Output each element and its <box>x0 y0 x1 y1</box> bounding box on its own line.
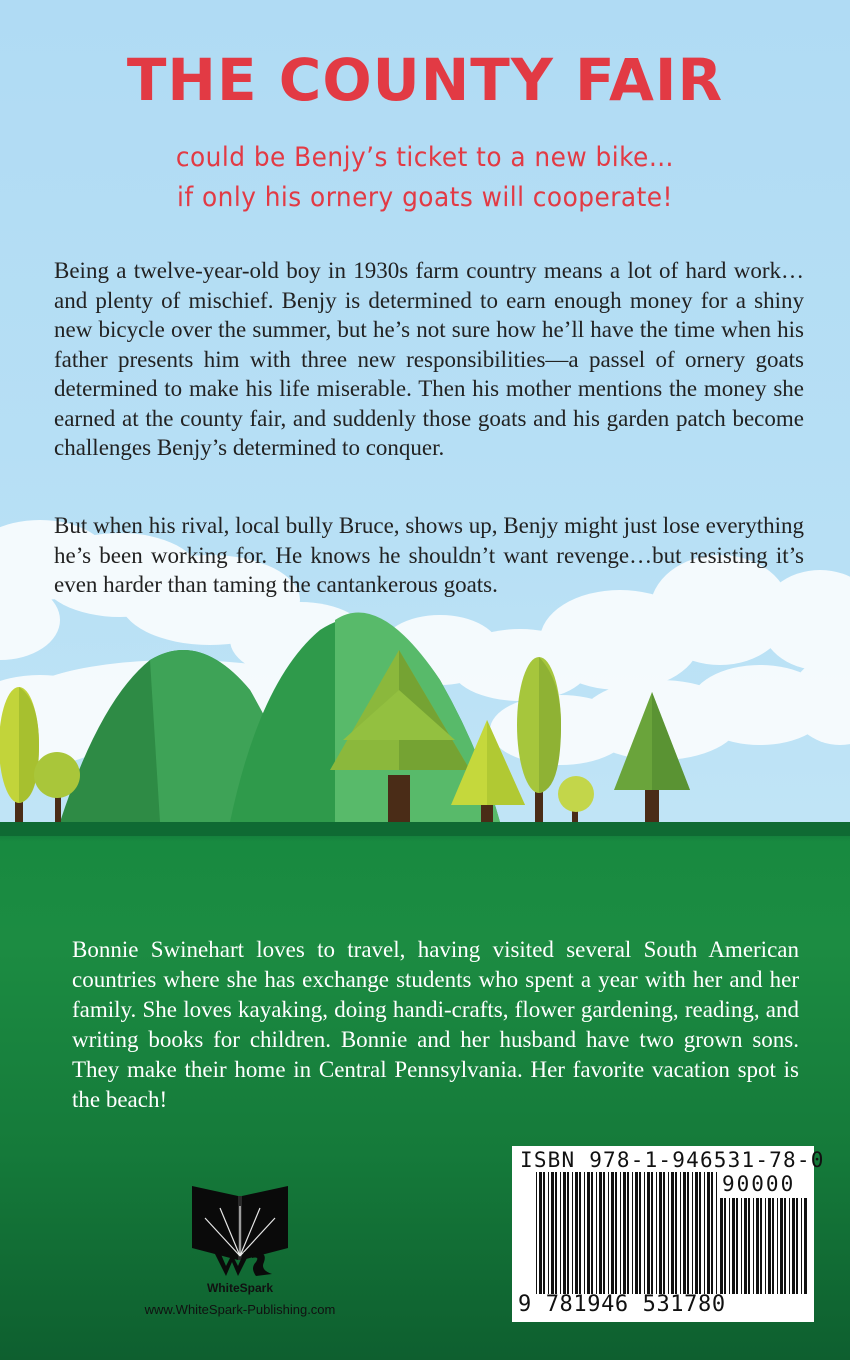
barcode-bar <box>563 1172 566 1294</box>
barcode-bar <box>796 1198 798 1294</box>
publisher-url: www.WhiteSpark-Publishing.com <box>144 1302 336 1317</box>
barcode-bar <box>760 1198 762 1294</box>
barcode-bar <box>647 1172 650 1294</box>
barcode-bar <box>623 1172 626 1294</box>
barcode-bar <box>671 1172 674 1294</box>
barcode-bar <box>801 1198 802 1294</box>
whitespark-logo-icon <box>180 1178 300 1278</box>
horizon-band <box>0 822 850 836</box>
barcode-bar <box>611 1172 614 1294</box>
tagline-line-1: could be Benjy’s ticket to a new bike… <box>175 142 675 173</box>
barcode-bar <box>548 1172 549 1294</box>
author-bio: Bonnie Swinehart loves to travel, having visited several South American countries where she has exchange students who spent a year with her and her family. She loves kayaking, doing handi-crafts, flower gardening, reading, and writing books for children. Bonnie and her husband have two grown sons. They make their home in Central Pennsylvania. Her favorite vacation spot is the beach! <box>72 937 799 1112</box>
barcode-bar <box>753 1198 754 1294</box>
barcode-bar <box>707 1172 710 1294</box>
isbn-barcode <box>512 1146 825 1322</box>
barcode-bar <box>729 1198 730 1294</box>
barcode-bar <box>567 1172 569 1294</box>
barcode-bar <box>656 1172 657 1294</box>
barcode-bar <box>584 1172 585 1294</box>
barcode-bar <box>644 1172 645 1294</box>
barcode-bar <box>756 1198 759 1294</box>
barcode-bar <box>772 1198 774 1294</box>
barcode-bar <box>695 1172 698 1294</box>
book-title: THE COUNTY FAIR <box>126 46 724 114</box>
blurb-paragraph-1: Being a twelve-year-old boy in 1930s farm country means a lot of hard work…and plenty of mischief. Benjy is determined to earn enough money for a shiny new bicycle over the summer, but he’s not sure how he’ll have the time when his father presents him with three new responsibilities—a passel of ornery goats determined to make his life miserable. Then his mother mentions the money she earned at the county fair, and suddenly those goats and his garden patch become challenges Benjy’s determined to conquer. <box>54 258 804 460</box>
barcode-bar <box>536 1172 537 1294</box>
barcode-bar <box>748 1198 750 1294</box>
isbn-label: ISBN 978-1-946531-78-0 <box>520 1148 825 1172</box>
barcode-bars <box>536 1172 718 1294</box>
barcode-bar <box>587 1172 590 1294</box>
barcode-bar <box>780 1198 783 1294</box>
barcode-bar <box>572 1172 573 1294</box>
barcode-bar <box>555 1172 557 1294</box>
barcode-bar <box>724 1198 726 1294</box>
barcode-bar <box>711 1172 713 1294</box>
barcode-bar <box>784 1198 786 1294</box>
barcode-bar <box>768 1198 771 1294</box>
tagline-line-2: if only his ornery goats will cooperate! <box>177 182 673 213</box>
barcode-bar <box>663 1172 665 1294</box>
addon-barcode-bars <box>720 1198 808 1294</box>
barcode-bar <box>575 1172 578 1294</box>
barcode-bar <box>543 1172 545 1294</box>
barcode-bar <box>591 1172 593 1294</box>
barcode-bar <box>789 1198 790 1294</box>
barcode-bar <box>720 1198 723 1294</box>
barcode-bar <box>777 1198 778 1294</box>
barcode-bar <box>804 1198 807 1294</box>
barcode-bar <box>792 1198 795 1294</box>
barcode-bar <box>635 1172 638 1294</box>
barcode-bar <box>603 1172 605 1294</box>
barcode-bar <box>765 1198 766 1294</box>
barcode-bar <box>659 1172 662 1294</box>
barcode-bar <box>687 1172 689 1294</box>
price-code: 90000 <box>722 1172 796 1196</box>
barcode-bar <box>596 1172 597 1294</box>
barcode-bar <box>632 1172 633 1294</box>
barcode-bar <box>608 1172 609 1294</box>
barcode-bar <box>639 1172 641 1294</box>
barcode-bar <box>675 1172 677 1294</box>
barcode-bar <box>683 1172 686 1294</box>
barcode-bar <box>704 1172 705 1294</box>
barcode-bar <box>716 1172 717 1294</box>
barcode-bar <box>551 1172 554 1294</box>
barcode-bar <box>627 1172 629 1294</box>
barcode-bar <box>539 1172 542 1294</box>
barcode-bar <box>599 1172 602 1294</box>
barcode-bar <box>692 1172 693 1294</box>
barcode-bar <box>615 1172 617 1294</box>
barcode-bar <box>560 1172 561 1294</box>
barcode-bar <box>668 1172 669 1294</box>
tagline <box>0 138 850 218</box>
barcode-bar <box>744 1198 747 1294</box>
publisher-name: WhiteSpark <box>206 1281 273 1295</box>
barcode-bar <box>651 1172 653 1294</box>
barcode-bar <box>732 1198 735 1294</box>
barcode-bar <box>620 1172 621 1294</box>
barcode-bar <box>736 1198 738 1294</box>
barcode-bar <box>741 1198 742 1294</box>
barcode-bar <box>699 1172 701 1294</box>
barcode-digits: 9 781946 531780 <box>518 1292 726 1317</box>
blurb-paragraph-2: But when his rival, local bully Bruce, shows up, Benjy might just lose everything he’s been working for. He knows he shouldn’t want revenge…but resisting it’s even harder than taming the cantankerous goats. <box>54 513 804 597</box>
barcode-bar <box>579 1172 581 1294</box>
barcode-bar <box>680 1172 681 1294</box>
